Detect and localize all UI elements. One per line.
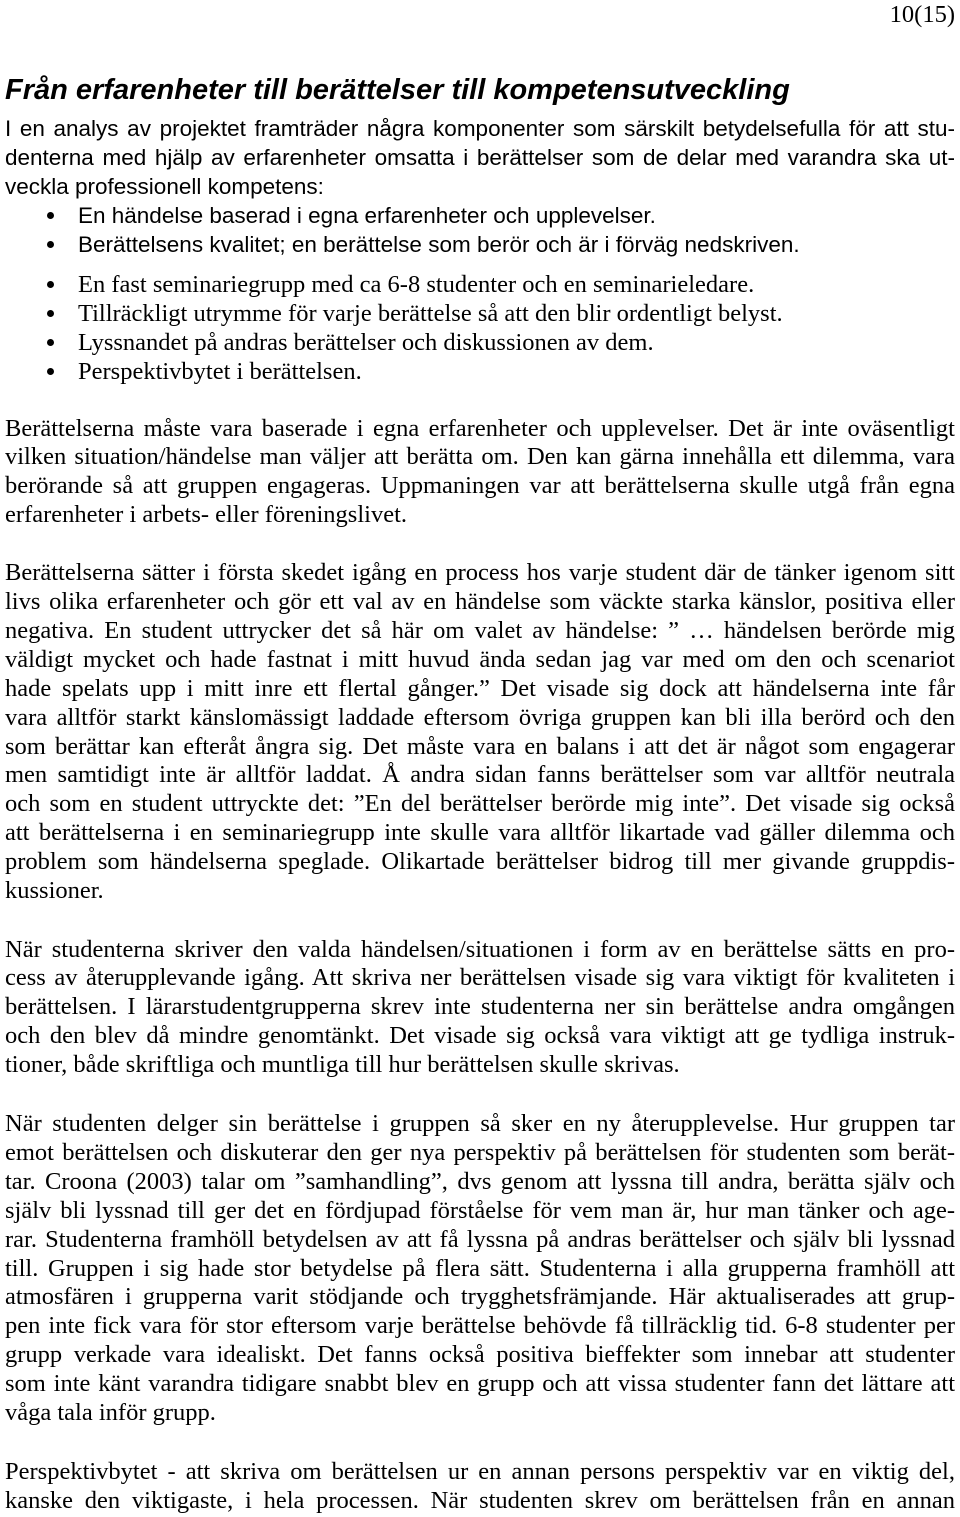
bullet-icon: [47, 281, 54, 288]
bullet-icon: [47, 241, 54, 248]
paragraph-line: själv bli lyssnad till ger det en fördjupad förståelse för vem man är, hur man tänker och age-: [5, 1196, 955, 1224]
bullet-icon: [47, 310, 54, 317]
paragraph-line: emot berättelsen och diskuterar den ger nya perspektiv på berättelsen för studenten som berät-: [5, 1138, 955, 1166]
paragraph: [5, 559, 955, 906]
paragraph-line: atmosfären i grupperna varit stödjande och trygghetsfrämjande. Här aktualiserades att grup-: [5, 1283, 955, 1311]
paragraph-line: väldigt mycket och hade fastnat i mitt huvud ända sedan jag var med om den och scenariot: [5, 645, 955, 673]
paragraph-line: problem som händelserna speglade. Olikartade berättelser bidrog till mer givande gruppdis-: [5, 848, 955, 876]
paragraph-line: som inte känt varandra tidigare snabbt blev en grupp och att vissa studenter fann det lättare att: [5, 1370, 955, 1398]
bullet-icon: [47, 339, 54, 346]
bullet-item: [5, 357, 955, 386]
bullet-text: Berättelsens kvalitet; en berättelse som berör och är i förväg nedskriven.: [78, 231, 800, 257]
paragraph-line: När studenterna skriver den valda händelsen/situationen i form av en berättelse sätts en pro-: [5, 935, 955, 963]
bullet-item: [5, 270, 955, 299]
bullet-item: [5, 230, 955, 259]
paragraph-line: men samtidigt inte är alltför laddat. Å andra sidan fanns berättelser som var alltför neutrala: [5, 761, 955, 789]
paragraph: [5, 1458, 955, 1516]
paragraph: [5, 1110, 955, 1428]
paragraph-line: tar. Croona (2003) talar om ”samhandling”, dvs genom att lyssna till andra, berätta själv och: [5, 1167, 955, 1195]
paragraph-line: berörande så att gruppen engageras. Uppmaningen var att berättelserna skulle utgå från egna: [5, 472, 955, 500]
paragraph-line: grupp verkade vara idealiskt. Det fanns också positiva bieffekter som innebar att studenter: [5, 1341, 955, 1369]
bullet-text: Perspektivbytet i berättelsen.: [78, 357, 362, 385]
bullet-icon: [47, 368, 54, 375]
bullet-text: Lyssnandet på andras berättelser och diskussionen av dem.: [78, 328, 654, 356]
intro-paragraph: [5, 114, 955, 201]
paragraph-line: hade spelats upp i mitt inre ett flertal gånger.” Det visade sig dock att händelserna inte får: [5, 674, 955, 702]
section-heading: Från erfarenheter till berättelser till kompetensutveckling: [5, 74, 790, 106]
paragraph-line: I en analys av projektet framträder några komponenter som särskilt betydelsefulla för att stu-: [5, 115, 955, 141]
paragraph-line: När studenten delger sin berättelse i gruppen så sker en ny återupplevelse. Hur gruppen tar: [5, 1110, 955, 1138]
paragraph-line: vilken situation/händelse man väljer att berätta om. Den kan gärna innehålla ett dilemma, vara: [5, 443, 955, 471]
paragraph-line: pen inte fick vara för stor eftersom varje berättelse behövde få tillräcklig tid. 6-8 studenter per: [5, 1312, 955, 1340]
paragraph-line: negativa. En student uttrycker det så här om valet av händelse: ” … händelsen berörde mig: [5, 616, 955, 644]
bullet-text: En händelse baserad i egna erfarenheter och upplevelser.: [78, 202, 656, 228]
paragraph-line: och den blev då mindre genomtänkt. Det visade sig också vara viktigt att ge tydliga instruk-: [5, 1022, 955, 1050]
paragraph-line: Perspektivbytet - att skriva om berättelsen ur en annan persons perspektiv var en viktig del,: [5, 1458, 955, 1485]
bullet-text: En fast seminariegrupp med ca 6-8 studenter och en seminarieledare.: [78, 270, 755, 298]
paragraph-line: som berättar kan efteråt ångra sig. Det måste vara en balans i att det är något som engagerar: [5, 732, 955, 760]
paragraph-line: våga tala inför grupp.: [5, 1399, 216, 1427]
paragraph-line: kussioner.: [5, 877, 104, 905]
bullet-icon: [47, 212, 54, 219]
paragraph-line: att berättelserna i en seminariegrupp inte skulle vara alltför likartade vad gäller dilemma och: [5, 819, 955, 847]
bullet-text: Tillräckligt utrymme för varje berättelse så att den blir ordentligt belyst.: [78, 299, 783, 327]
paragraph-line: vara alltför starkt känslomässigt laddade eftersom övriga gruppen kan bli illa berörd och den: [5, 703, 955, 731]
paragraph-line: rar. Studenterna framhöll betydelsen av att få lyssna på andras berättelser och själv bli lyssnad: [5, 1225, 955, 1253]
bullet-list: [5, 270, 955, 386]
bullet-item: [5, 299, 955, 328]
paragraph-line: Berättelserna sätter i första skedet igång en process hos varje student där de tänker igenom sitt: [5, 559, 955, 587]
paragraph-line: denterna med hjälp av erfarenheter omsatta i berättelser som de delar med varandra ska ut-: [5, 144, 955, 170]
paragraph-line: cess av återupplevande igång. Att skriva ner berättelsen visade sig vara viktigt för kvaliteten i: [5, 964, 955, 992]
paragraph-line: berättelsen. I lärarstudentgrupperna skrev inte studenterna ner sin berättelse andra omgången: [5, 993, 955, 1021]
paragraph-line: veckla professionell kompetens:: [5, 173, 324, 199]
paragraph: [5, 936, 955, 1081]
bullet-item: [5, 328, 955, 357]
paragraph-line: och som en student uttryckte det: ”En del berättelser berörde mig inte”. Det visade sig också: [5, 790, 955, 818]
bullet-list: [5, 201, 955, 259]
bullet-item: [5, 201, 955, 230]
paragraph-line: erfarenheter i arbets- eller föreningslivet.: [5, 501, 408, 529]
paragraph-line: till. Gruppen i sig hade stor betydelse på flera sätt. Studenterna i alla grupperna framhöll att: [5, 1254, 955, 1282]
paragraph-line: tioner, både skriftliga och muntliga till hur berättelsen skulle skrivas.: [5, 1051, 680, 1079]
page-number: 10(15): [889, 1, 955, 28]
paragraph-line: livs olika erfarenheter och gör ett val av en händelse som väckte starka känslor, positiva eller: [5, 588, 955, 616]
paragraph-line: Berättelserna måste vara baserade i egna erfarenheter och upplevelser. Det är inte oväsentligt: [5, 414, 955, 442]
document-page: [5, 0, 955, 1516]
paragraph-line: kanske den viktigaste, i hela processen. När studenten skrev om berättelsen från en annan: [5, 1486, 955, 1514]
paragraph: [5, 415, 955, 531]
